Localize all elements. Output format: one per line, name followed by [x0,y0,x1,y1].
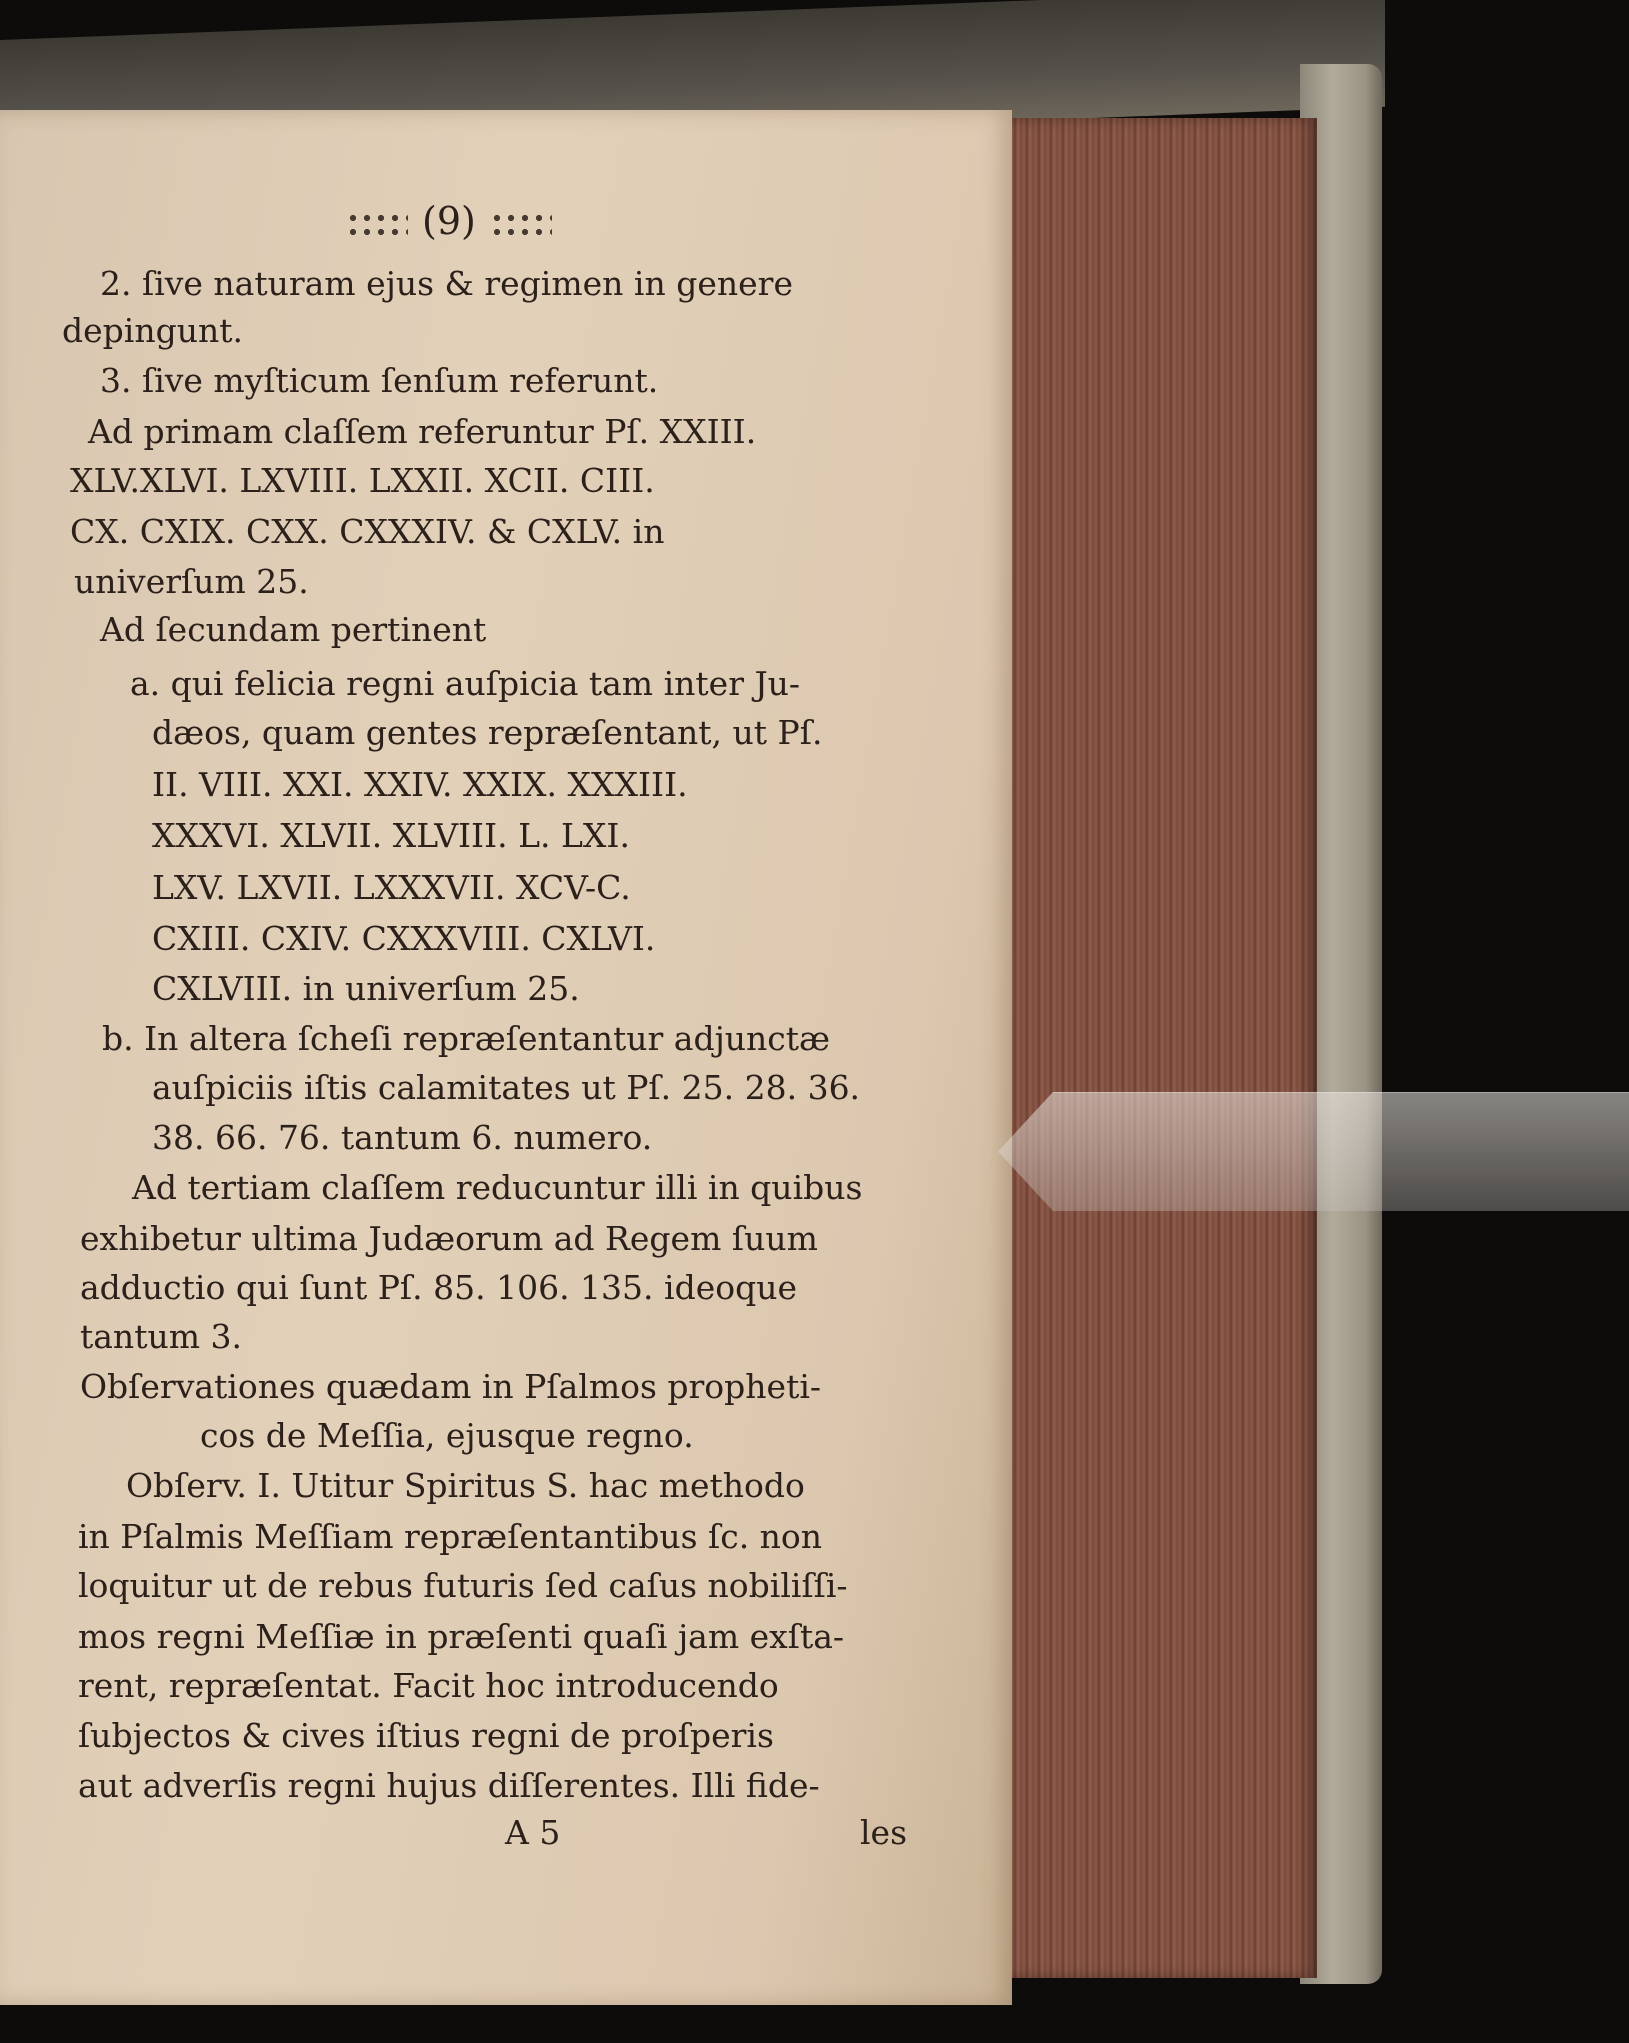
text-line: XXXVI. XLVII. XLVIII. L. LXI. [152,816,630,855]
text-line: mos regni Meſſiæ in præſenti quaſi jam exſta- [78,1617,845,1656]
text-line: Obſervationes quædam in Pſalmos propheti- [80,1367,822,1406]
page-edges [985,118,1317,1978]
page-header [332,198,566,244]
text-line: loquitur ut de rebus futuris ſed caſus nobiliſſi- [78,1566,848,1605]
text-line: depingunt. [62,311,243,350]
text-line: Ad ſecundam pertinent [100,610,487,649]
page-number: (9) [422,199,476,243]
text-line: auſpiciis iſtis calamitates ut Pſ. 25. 28. 36. [152,1068,861,1107]
catchword: les [860,1813,908,1852]
text-line: b. In altera ſcheſi repræſentantur adjunctæ [102,1019,831,1058]
text-line: 3. ſive myſticum ſenſum referunt. [100,361,659,400]
left-ornament-icon [346,211,408,239]
text-line: 38. 66. 76. tantum 6. numero. [152,1118,653,1157]
text-line: exhibetur ultima Judæorum ad Regem ſuum [80,1219,818,1258]
text-line: tantum 3. [80,1317,242,1356]
text-line: Ad tertiam claſſem reducuntur illi in quibus [132,1168,863,1207]
text-line: aut adverſis regni hujus diſſerentes. Illi fide- [78,1766,820,1805]
text-line: cos de Meſſia, ejusque regno. [200,1416,694,1455]
text-line: Obſerv. I. Utitur Spiritus S. hac methodo [126,1466,805,1505]
text-line: rent, repræſentat. Facit hoc introducendo [78,1666,779,1705]
text-line: II. VIII. XXI. XXIV. XXIX. XXXIII. [152,765,688,804]
right-ornament-icon [490,211,552,239]
text-line: adductio qui ſunt Pſ. 85. 106. 135. ideoque [80,1268,798,1307]
text-line: a. qui felicia regni auſpicia tam inter Ju- [130,664,801,703]
text-line: XLV.XLVI. LXVIII. LXXII. XCII. CIII. [70,461,655,500]
text-line: LXV. LXVII. LXXXVII. XCV-C. [152,868,631,907]
text-line: CXIII. CXIV. CXXXVIII. CXLVI. [152,919,656,958]
text-line: in Pſalmis Meſſiam repræſentantibus ſc. non [78,1517,823,1556]
signature-mark: A 5 [505,1813,561,1852]
page-clip [998,1092,1629,1211]
text-line: 2. ſive naturam ejus & regimen in genere [100,264,793,303]
text-line: dæos, quam gentes repræſentant, ut Pſ. [152,713,823,752]
text-line: CX. CXIX. CXX. CXXXIV. & CXLV. in [70,512,665,551]
text-line: univerſum 25. [74,562,309,601]
text-line: CXLVIII. in univerſum 25. [152,969,580,1008]
text-line: ſubjectos & cives iſtius regni de proſperis [78,1716,774,1755]
text-line: Ad primam claſſem referuntur Pſ. XXIII. [88,412,757,451]
